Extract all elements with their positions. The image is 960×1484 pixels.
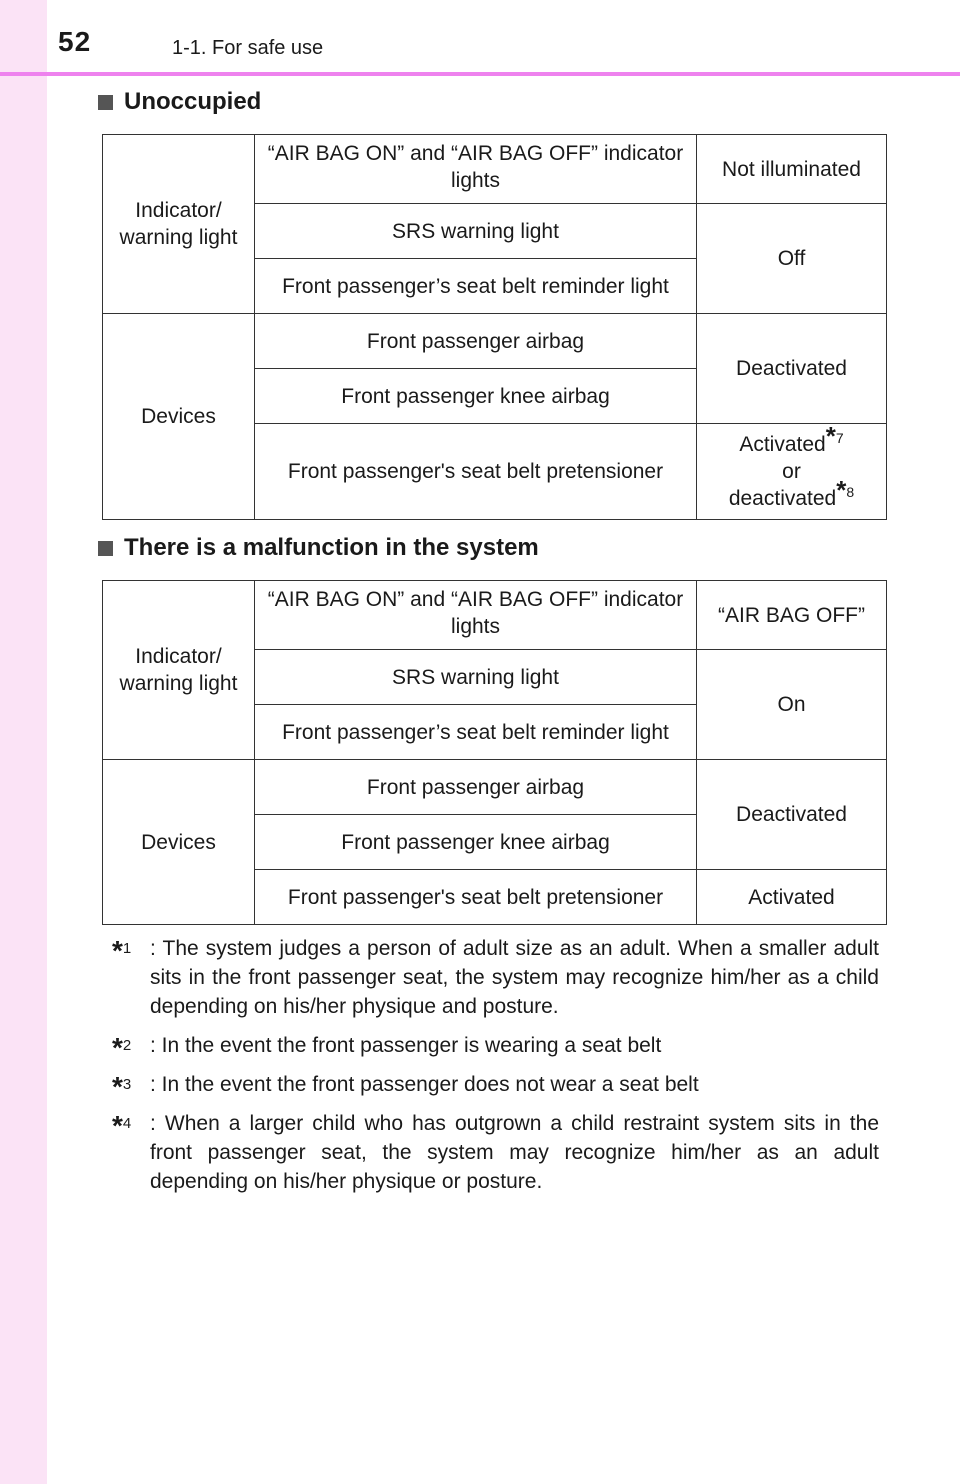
footnote-item — [112, 934, 879, 1021]
heading-text: Unoccupied — [124, 88, 262, 115]
table-row — [103, 314, 887, 369]
cell-airbag-indicator-lights: “AIR BAG ON” and “AIR BAG OFF” indicator lights — [255, 581, 697, 650]
status-deactivated: deactivated — [728, 487, 837, 510]
cell-seat-belt-pretensioner: Front passenger's seat belt pretensioner — [255, 424, 697, 520]
row-header-devices: Devices — [103, 760, 255, 925]
footnote-text: : When a larger child who has outgrown a child restraint system sits in the front passenger seat, the system may recognize him/her as an adult depending on his/her physique or posture. — [150, 1112, 879, 1193]
footnote-asterisk: * — [825, 421, 836, 451]
section-heading-malfunction — [98, 534, 539, 562]
table-row — [103, 581, 887, 650]
cell-status: On — [697, 650, 887, 760]
cell-seat-belt-reminder-light: Front passenger’s seat belt reminder light — [255, 259, 697, 314]
square-bullet-icon — [98, 541, 113, 556]
page-number: 52 — [58, 26, 92, 57]
left-margin-band — [0, 0, 47, 1484]
footnote-item — [112, 1031, 879, 1063]
row-header-devices: Devices — [103, 314, 255, 520]
status-table-unoccupied — [102, 134, 887, 520]
footnote-ref: 7 — [835, 430, 844, 446]
cell-status: Deactivated — [697, 314, 887, 424]
footnote-text: : The system judges a person of adult size as an adult. When a smaller adult sits in the front passenger seat, the system may recognize him/her as a child depending on his/her physique and posture. — [150, 937, 879, 1018]
footnote-item — [112, 1070, 879, 1102]
cell-status-pretensioner — [697, 421, 887, 520]
footnote-marker: *$^2$ — [112, 1032, 132, 1063]
cell-status: Off — [697, 204, 887, 314]
footnote-item — [112, 1109, 879, 1196]
footnote-marker: *$^3$ — [112, 1071, 132, 1102]
table-row — [103, 760, 887, 815]
cell-knee-airbag: Front passenger knee airbag — [255, 815, 697, 870]
footnote-ref: 8 — [846, 484, 855, 500]
section-heading-unoccupied — [98, 88, 261, 116]
cell-seat-belt-reminder-light: Front passenger’s seat belt reminder light — [255, 705, 697, 760]
cell-status: “AIR BAG OFF” — [697, 581, 887, 650]
table-row — [103, 135, 887, 204]
row-header-indicator: Indicator/ warning light — [103, 581, 255, 760]
footnote-asterisk: * — [836, 475, 847, 505]
footnote-text: : In the event the front passenger is wearing a seat belt — [150, 1034, 662, 1057]
cell-front-passenger-airbag: Front passenger airbag — [255, 314, 697, 369]
cell-status: Not illuminated — [697, 135, 887, 204]
cell-status: Deactivated — [697, 760, 887, 870]
row-header-indicator: Indicator/ warning light — [103, 135, 255, 314]
footnote-text: : In the event the front passenger does not wear a seat belt — [150, 1073, 699, 1096]
footnote-marker: *$^4$ — [112, 1110, 132, 1141]
cell-seat-belt-pretensioner: Front passenger's seat belt pretensioner — [255, 870, 697, 925]
heading-text: There is a malfunction in the system — [124, 534, 539, 561]
section-breadcrumb: 1-1. For safe use — [172, 37, 324, 59]
cell-knee-airbag: Front passenger knee airbag — [255, 369, 697, 424]
header-rule — [0, 72, 960, 76]
footnotes — [112, 934, 879, 1206]
cell-srs-warning-light: SRS warning light — [255, 650, 697, 705]
cell-airbag-indicator-lights: “AIR BAG ON” and “AIR BAG OFF” indicator lights — [255, 135, 697, 204]
cell-status: Activated — [697, 870, 887, 925]
cell-front-passenger-airbag: Front passenger airbag — [255, 760, 697, 815]
footnote-marker: *$^1$ — [112, 935, 132, 966]
status-or: or — [782, 460, 801, 483]
square-bullet-icon — [98, 95, 113, 110]
cell-srs-warning-light: SRS warning light — [255, 204, 697, 259]
status-table-malfunction — [102, 580, 887, 925]
status-activated: Activated — [739, 433, 826, 456]
